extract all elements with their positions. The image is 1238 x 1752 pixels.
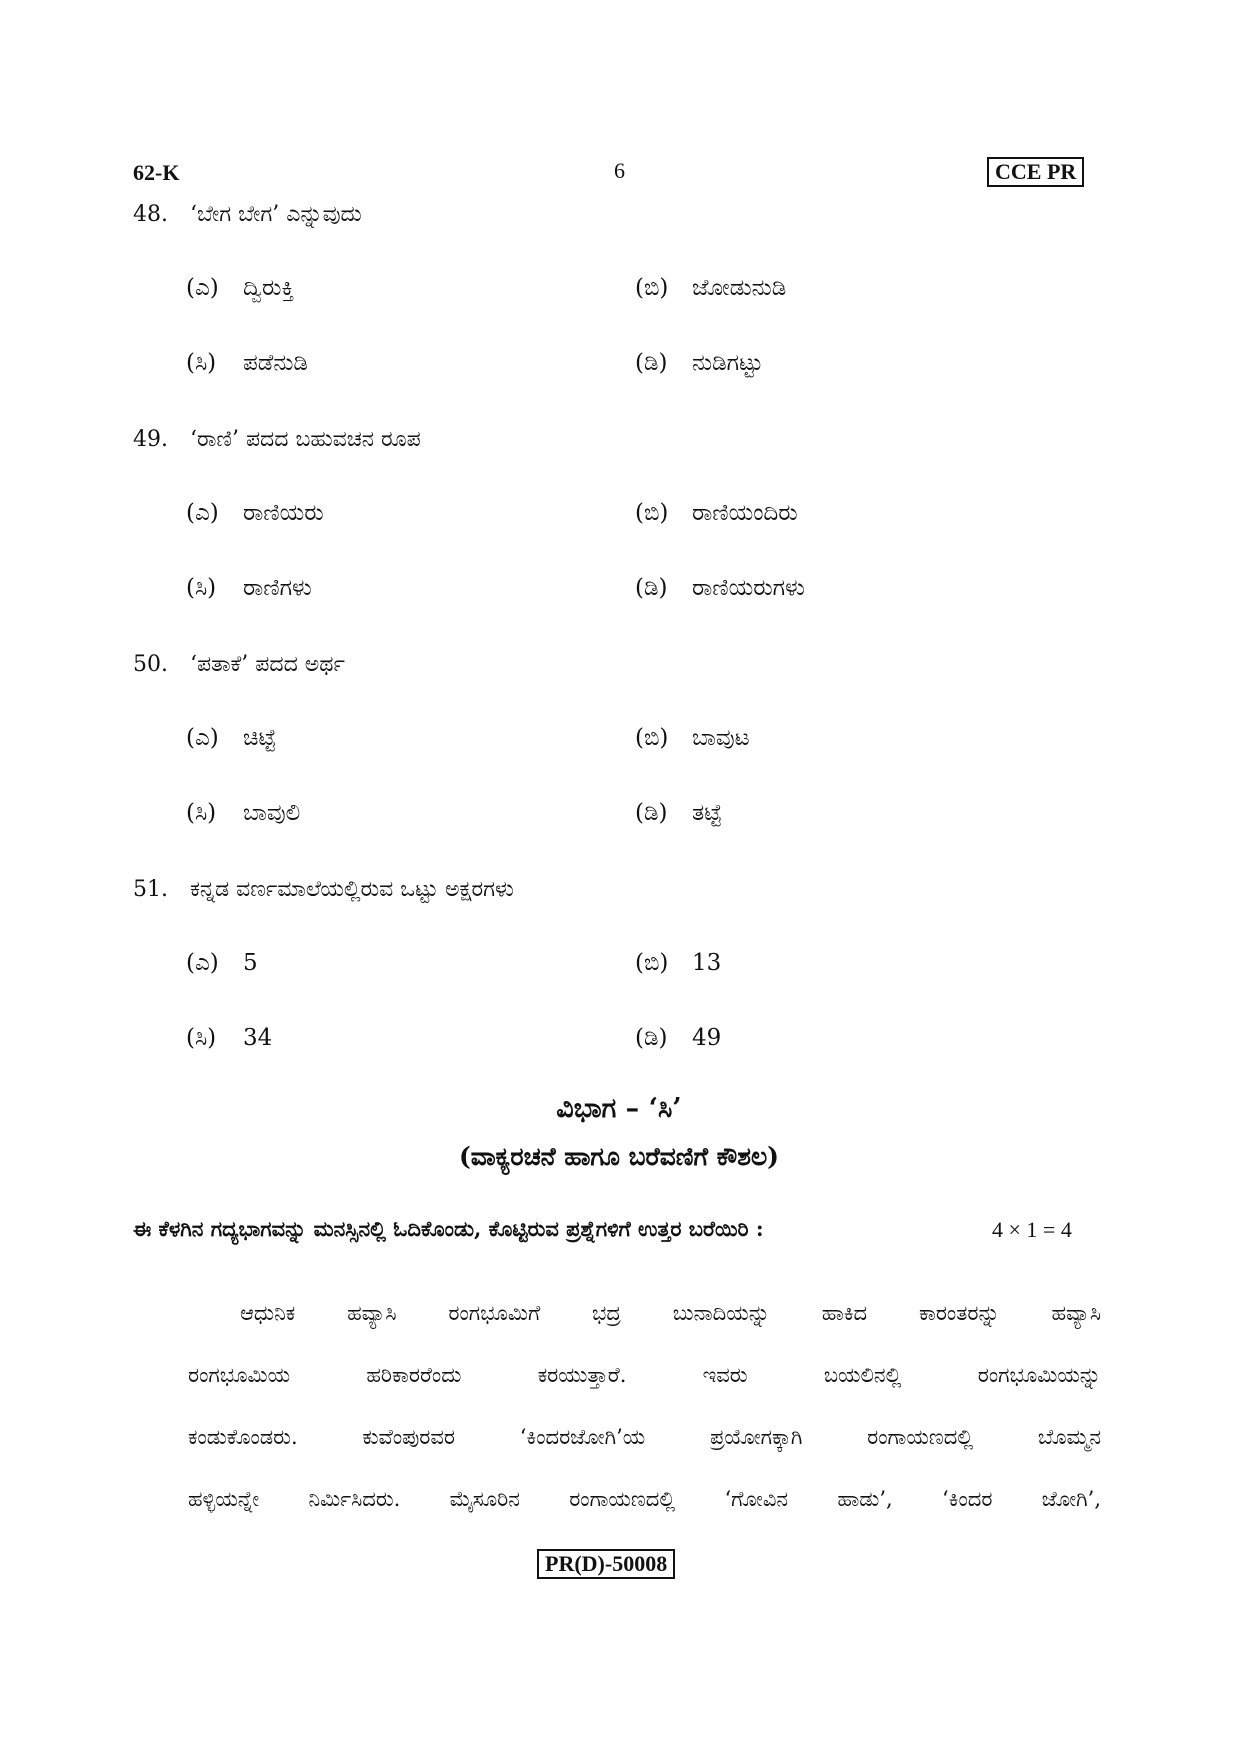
passage-line: ಕಂಡುಕೊಂಡರು. ಕುವೆಂಪುರವರ ‘ಕಿಂದರಜೋಗಿ’ಯ ಪ್ರಯೋಗಕ್ಕಾಗಿ ರಂಗಾಯಣದಲ್ಲಿ ಬೊಮ್ಮನ — [188, 1425, 1101, 1449]
option-b — [635, 500, 798, 526]
option-label: (ಸಿ) — [186, 1025, 217, 1051]
option-label: (ಸಿ) — [186, 575, 217, 601]
option-text: ಚಿಟ್ಟೆ — [243, 725, 277, 751]
option-label: (ಬಿ) — [635, 725, 669, 751]
option-a — [186, 725, 276, 751]
question-text: ‘ಬೇಗ ಬೇಗ’ ಎನ್ನುವುದು — [190, 202, 362, 227]
question-text: ಕನ್ನಡ ವರ್ಣಮಾಲೆಯಲ್ಲಿರುವ ಒಟ್ಟು ಅಕ್ಷರಗಳು — [190, 877, 514, 902]
option-text: ತಟ್ಟೆ — [692, 800, 722, 826]
option-a — [186, 500, 324, 526]
option-c — [186, 800, 300, 826]
option-c — [186, 350, 308, 376]
option-text: 5 — [243, 950, 258, 976]
option-d — [635, 1025, 721, 1051]
footer-code: PR(D)-50008 — [537, 1549, 675, 1579]
section-title: ವಿಭಾಗ – ‘ಸಿ’ — [556, 1093, 682, 1124]
option-d — [635, 575, 805, 601]
option-label: (ಡಿ) — [635, 350, 668, 376]
option-text: ಬಾವುಲಿ — [243, 800, 301, 826]
option-d — [635, 800, 722, 826]
option-label: (ಬಿ) — [635, 500, 669, 526]
passage-line: ಆಧುನಿಕ ಹವ್ಯಾಸಿ ರಂಗಭೂಮಿಗೆ ಭದ್ರ ಬುನಾದಿಯನ್ನು ಹಾಕಿದ ಕಾರಂತರನ್ನು ಹವ್ಯಾಸಿ — [240, 1301, 1101, 1325]
option-a — [186, 950, 258, 976]
option-label: (ಡಿ) — [635, 575, 668, 601]
option-text: 49 — [692, 1025, 722, 1051]
question-number: 48. — [133, 202, 168, 227]
option-text: 13 — [692, 950, 722, 976]
option-text: ರಾಣಿಗಳು — [243, 575, 312, 601]
option-label: (ಸಿ) — [186, 350, 217, 376]
option-label: (ಸಿ) — [186, 800, 217, 826]
page-number: 6 — [614, 158, 625, 183]
question-48 — [133, 202, 362, 227]
option-label: (ಎ) — [186, 950, 219, 976]
option-a — [186, 275, 294, 301]
option-text: ನುಡಿಗಟ್ಟು — [692, 350, 764, 376]
question-number: 50. — [133, 652, 168, 677]
section-instruction: ಈ ಕೆಳಗಿನ ಗದ್ಯಭಾಗವನ್ನು ಮನಸ್ಸಿನಲ್ಲಿ ಓದಿಕೊಂಡು, ಕೊಟ್ಟಿರುವ ಪ್ರಶ್ನೆಗಳಿಗೆ ಉತ್ತರ ಬರೆಯಿರಿ : — [133, 1216, 764, 1241]
question-text: ‘ಪತಾಕೆ’ ಪದದ ಅರ್ಥ — [190, 652, 345, 677]
question-text: ‘ರಾಣಿ’ ಪದದ ಬಹುವಚನ ರೂಪ — [190, 427, 421, 452]
option-label: (ಎ) — [186, 500, 219, 526]
option-text: ದ್ವಿರುಕ್ತಿ — [243, 275, 295, 301]
option-text: ಬಾವುಟ — [692, 725, 750, 751]
option-label: (ಎ) — [186, 725, 219, 751]
option-text: ಜೋಡುನುಡಿ — [692, 275, 787, 301]
question-51 — [133, 877, 514, 902]
option-d — [635, 350, 763, 376]
passage-line: ರಂಗಭೂಮಿಯ ಹರಿಕಾರರೆಂದು ಕರಯುತ್ತಾರೆ. ಇವರು ಬಯಲಿನಲ್ಲಿ ರಂಗಭೂಮಿಯನ್ನು — [188, 1363, 1101, 1387]
option-label: (ಎ) — [186, 275, 219, 301]
question-number: 51. — [133, 877, 168, 902]
option-b — [635, 950, 721, 976]
option-label: (ಡಿ) — [635, 800, 668, 826]
paper-code: 62-K — [133, 160, 180, 185]
question-49 — [133, 427, 421, 452]
passage-line: ಹಳ್ಳಿಯನ್ನೇ ನಿರ್ಮಿಸಿದರು. ಮೈಸೂರಿನ ರಂಗಾಯಣದಲ್ಲಿ ‘ಗೋವಿನ ಹಾಡು’, ‘ಕಿಂದರ ಜೋಗಿ’, — [188, 1487, 1101, 1511]
question-number: 49. — [133, 427, 168, 452]
option-b — [635, 725, 750, 751]
cce-pr-tag: CCE PR — [987, 157, 1084, 187]
section-subtitle: (ವಾಕ್ಯರಚನೆ ಹಾಗೂ ಬರೆವಣಿಗೆ ಕೌಶಲ) — [458, 1142, 780, 1171]
option-text: ರಾಣಿಯರುಗಳು — [692, 575, 805, 601]
question-50 — [133, 652, 345, 677]
option-text: ರಾಣಿಯಂದಿರು — [692, 500, 798, 526]
option-label: (ಬಿ) — [635, 950, 669, 976]
option-text: 34 — [243, 1025, 273, 1051]
option-c — [186, 575, 312, 601]
marks-allocation: 4 × 1 = 4 — [992, 1217, 1072, 1242]
option-b — [635, 275, 786, 301]
option-c — [186, 1025, 272, 1051]
option-label: (ಬಿ) — [635, 275, 669, 301]
option-label: (ಡಿ) — [635, 1025, 668, 1051]
option-text: ಪಡೆನುಡಿ — [243, 350, 308, 376]
option-text: ರಾಣಿಯರು — [243, 500, 324, 526]
